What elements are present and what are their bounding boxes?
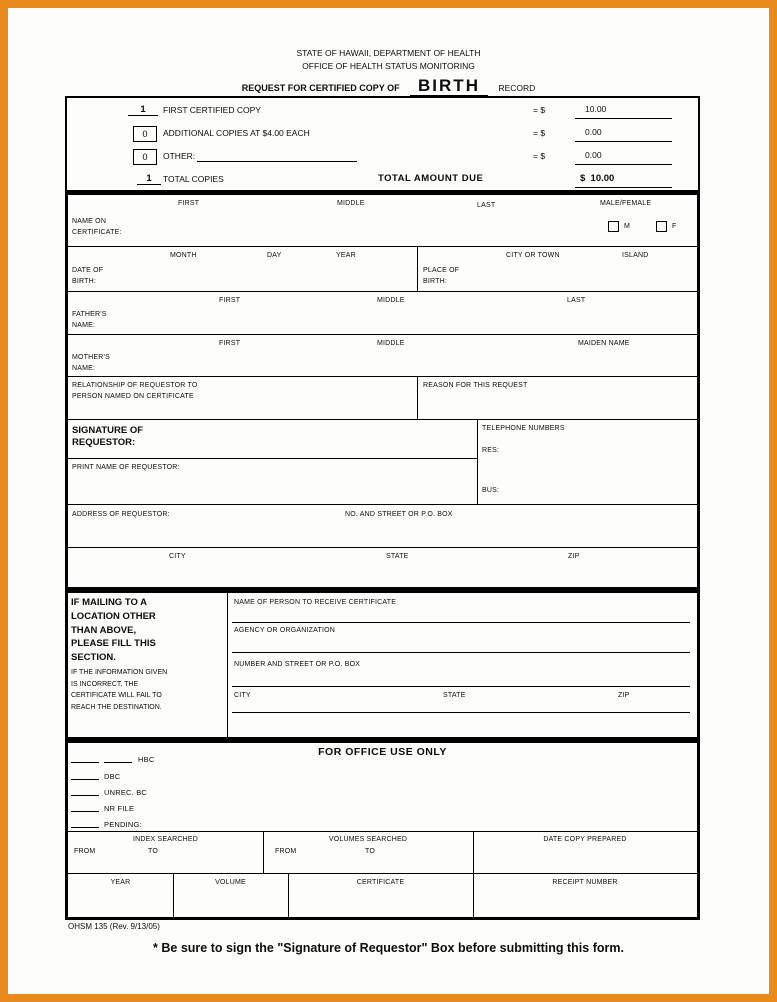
father-col-first: FIRST bbox=[219, 297, 241, 304]
mailing-fields bbox=[228, 593, 697, 737]
signature-line[interactable] bbox=[68, 458, 477, 459]
fee-row-other bbox=[67, 150, 698, 170]
place-of-birth-label-2: BIRTH: bbox=[423, 278, 448, 285]
record-word: RECORD bbox=[498, 83, 536, 93]
female-label: F bbox=[672, 223, 677, 230]
certificate-header: CERTIFICATE bbox=[356, 879, 405, 886]
agency-label: AGENCY OR ORGANIZATION bbox=[234, 627, 335, 634]
mother-col-middle: MIDDLE bbox=[377, 340, 405, 347]
fee-row-first-copy bbox=[67, 104, 698, 124]
name-on-certificate-label-1: NAME ON bbox=[72, 218, 107, 225]
mailing-bold-line: PLEASE FILL THIS bbox=[71, 638, 156, 650]
hbc-blank-1[interactable] bbox=[71, 753, 99, 763]
father-name-label-1: FATHER'S bbox=[72, 311, 107, 318]
mailing-small-line: IS INCORRECT, THE bbox=[71, 680, 139, 688]
other-eq: = $ bbox=[533, 151, 546, 161]
mailing-city-state-zip-line[interactable] bbox=[232, 712, 690, 713]
dept-title: STATE OF HAWAII, DEPARTMENT OF HEALTH bbox=[296, 48, 481, 58]
name-col-last: LAST bbox=[477, 202, 496, 209]
mailing-small-line: REACH THE DESTINATION. bbox=[71, 703, 162, 711]
hbc-blank-2[interactable] bbox=[104, 753, 132, 763]
birth-col-year: YEAR bbox=[336, 252, 356, 259]
requestor-state-header: STATE bbox=[386, 553, 409, 560]
receive-name-line[interactable] bbox=[232, 622, 690, 623]
additional-copies-label: ADDITIONAL COPIES AT $4.00 EACH bbox=[163, 128, 310, 138]
index-from-label: FROM bbox=[74, 848, 96, 855]
mailing-small-line: IF THE INFORMATION GIVEN bbox=[71, 668, 168, 676]
total-amount-due-label: TOTAL AMOUNT DUE bbox=[378, 173, 484, 184]
birth-col-city-or-town: CITY OR TOWN bbox=[506, 252, 560, 259]
address-of-requestor-label: ADDRESS OF REQUESTOR: bbox=[72, 511, 170, 518]
date-of-birth-label-1: DATE OF bbox=[72, 267, 104, 274]
total-copies-qty-field[interactable]: 1 bbox=[137, 173, 161, 185]
father-row bbox=[68, 292, 697, 335]
volume-header: VOLUME bbox=[215, 879, 246, 886]
place-of-birth-label-1: PLACE OF bbox=[423, 267, 460, 274]
date-of-birth-label-2: BIRTH: bbox=[72, 278, 97, 285]
pending-label: PENDING: bbox=[104, 820, 142, 829]
relationship-label-1: RELATIONSHIP OF REQUESTOR TO bbox=[72, 382, 198, 389]
unrec-bc-label: UNREC. BC bbox=[104, 788, 148, 797]
signature-label-2: REQUESTOR: bbox=[72, 437, 136, 448]
additional-copies-eq: = $ bbox=[533, 128, 546, 138]
father-col-middle: MIDDLE bbox=[377, 297, 405, 304]
index-searched-header: INDEX SEARCHED bbox=[132, 836, 199, 843]
first-copy-qty-field[interactable]: 1 bbox=[128, 104, 158, 116]
city-state-zip-row bbox=[68, 548, 697, 587]
signature-row bbox=[68, 420, 697, 505]
mother-col-maiden-name: MAIDEN NAME bbox=[578, 340, 630, 347]
total-amount-field[interactable]: $ 10.00 bbox=[575, 173, 672, 188]
bus-phone-label: BUS: bbox=[482, 487, 500, 494]
receive-name-label: NAME OF PERSON TO RECEIVE CERTIFICATE bbox=[234, 599, 397, 606]
address-row bbox=[68, 505, 697, 548]
birth-col-day: DAY bbox=[267, 252, 282, 259]
birth-col-island: ISLAND bbox=[622, 252, 649, 259]
mailing-state-label: STATE bbox=[443, 692, 466, 699]
volumes-to-label: TO bbox=[365, 848, 375, 855]
form-header bbox=[8, 48, 769, 71]
name-col-sex: MALE/FEMALE bbox=[600, 200, 652, 207]
first-copy-eq: = $ bbox=[533, 105, 546, 115]
female-checkbox[interactable] bbox=[656, 221, 667, 232]
total-copies-label: TOTAL COPIES bbox=[163, 174, 224, 184]
print-name-label: PRINT NAME OF REQUESTOR: bbox=[72, 464, 180, 471]
mailing-bold-line: LOCATION OTHER bbox=[71, 610, 156, 622]
request-label: REQUEST FOR CERTIFIED COPY OF bbox=[241, 83, 400, 93]
requestor-zip-header: ZIP bbox=[568, 553, 580, 560]
agency-line[interactable] bbox=[232, 652, 690, 653]
requestor-city-header: CITY bbox=[169, 553, 186, 560]
mailing-zip-label: ZIP bbox=[618, 692, 630, 699]
reason-for-request-label: REASON FOR THIS REQUEST bbox=[423, 382, 528, 389]
year-header: YEAR bbox=[110, 879, 131, 886]
name-on-certificate-label-2: CERTIFICATE: bbox=[72, 229, 122, 236]
name-col-middle: MIDDLE bbox=[337, 200, 365, 207]
receipt-number-header: RECEIPT NUMBER bbox=[552, 879, 618, 886]
signature-row-divider bbox=[477, 420, 478, 504]
volumes-from-label: FROM bbox=[275, 848, 297, 855]
first-copy-label: FIRST CERTIFIED COPY bbox=[163, 105, 261, 115]
date-copy-prepared-header: DATE COPY PREPARED bbox=[543, 836, 627, 843]
other-amount-field[interactable]: 0.00 bbox=[575, 150, 672, 165]
birth-col-month: MONTH bbox=[170, 252, 197, 259]
fee-box bbox=[65, 96, 700, 192]
name-col-first: FIRST bbox=[178, 200, 200, 207]
certificate-info-box bbox=[65, 192, 700, 590]
mailing-street-label: NUMBER AND STREET OR P.O. BOX bbox=[234, 661, 361, 668]
form-id: OHSM 135 (Rev. 9/13/05) bbox=[68, 922, 160, 931]
res-phone-label: RES: bbox=[482, 447, 500, 454]
mailing-small-line: CERTIFICATE WILL FAIL TO bbox=[71, 692, 162, 700]
mailing-bold-line: IF MAILING TO A bbox=[71, 597, 147, 608]
birth-row bbox=[68, 247, 697, 292]
mother-name-label-2: NAME: bbox=[72, 365, 96, 372]
office-use-box bbox=[65, 740, 700, 920]
office-title: OFFICE OF HEALTH STATUS MONITORING bbox=[302, 61, 475, 71]
fee-row-additional bbox=[67, 127, 698, 147]
male-checkbox[interactable] bbox=[608, 221, 619, 232]
first-copy-amount-field[interactable]: 10.00 bbox=[575, 104, 672, 119]
street-or-po-box-header: NO. AND STREET OR P.O. BOX bbox=[345, 511, 453, 518]
dbc-label: DBC bbox=[104, 772, 121, 781]
pending-blank[interactable] bbox=[71, 818, 99, 828]
volumes-searched-header: VOLUMES SEARCHED bbox=[328, 836, 408, 843]
dbc-blank[interactable] bbox=[71, 770, 99, 780]
signature-label-1: SIGNATURE OF bbox=[72, 425, 144, 436]
nr-file-label: NR FILE bbox=[104, 804, 135, 813]
mother-col-first: FIRST bbox=[219, 340, 241, 347]
male-label: M bbox=[624, 223, 631, 230]
other-label: OTHER: bbox=[163, 151, 196, 161]
mailing-instructions bbox=[68, 593, 228, 737]
additional-copies-qty-field[interactable]: 0 bbox=[133, 126, 157, 142]
office-use-title: FOR OFFICE USE ONLY bbox=[318, 746, 447, 758]
fee-row-total bbox=[67, 173, 698, 193]
mailing-bold-line: THAN ABOVE, bbox=[71, 624, 137, 636]
relationship-row bbox=[68, 377, 697, 420]
mailing-bold-line: SECTION. bbox=[71, 652, 116, 664]
birth-row-divider bbox=[417, 247, 418, 291]
name-row bbox=[68, 195, 697, 247]
mailing-street-line[interactable] bbox=[232, 686, 690, 687]
additional-copies-amount-field[interactable]: 0.00 bbox=[575, 127, 672, 142]
relationship-row-divider bbox=[417, 377, 418, 419]
record-type-title: BIRTH bbox=[410, 76, 488, 96]
mother-row bbox=[68, 335, 697, 377]
mailing-box bbox=[65, 590, 700, 740]
other-qty-field[interactable]: 0 bbox=[133, 149, 157, 165]
nr-file-blank[interactable] bbox=[71, 802, 99, 812]
signature-reminder-note: * Be sure to sign the "Signature of Requestor" Box before submitting this form. bbox=[153, 941, 624, 955]
unrec-bc-blank[interactable] bbox=[71, 786, 99, 796]
father-name-label-2: NAME: bbox=[72, 322, 96, 329]
index-to-label: TO bbox=[148, 848, 158, 855]
numbers-row bbox=[68, 873, 697, 917]
hbc-label: HBC bbox=[138, 755, 155, 764]
father-col-last: LAST bbox=[567, 297, 586, 304]
mailing-city-label: CITY bbox=[234, 692, 251, 699]
other-description-line[interactable] bbox=[197, 151, 357, 162]
mother-name-label-1: MOTHER'S bbox=[72, 354, 110, 361]
relationship-label-2: PERSON NAMED ON CERTIFICATE bbox=[72, 393, 194, 400]
search-row bbox=[68, 831, 697, 873]
telephone-numbers-label: TELEPHONE NUMBERS bbox=[482, 425, 565, 432]
request-title-line bbox=[8, 76, 769, 96]
